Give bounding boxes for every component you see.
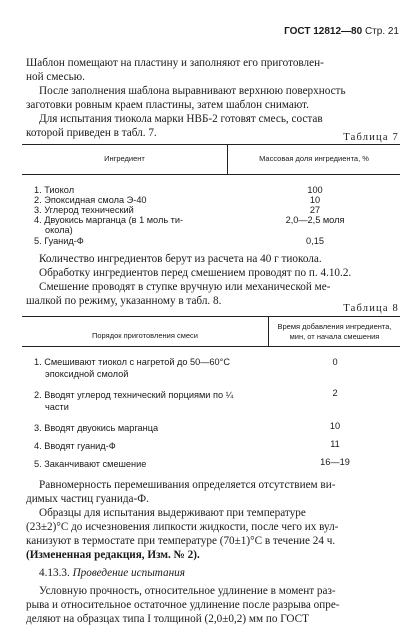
table7-row1-name: 1. Тиокол bbox=[34, 185, 75, 195]
table7-row2-value: 10 bbox=[309, 195, 321, 205]
table7-row2-name: 2. Эпоксидная смола Э-40 bbox=[34, 195, 147, 205]
para3-line2: которой приведен в табл. 7. bbox=[26, 127, 157, 139]
para4-line3: Смешение проводят в ступке вручную или механической ме- bbox=[39, 281, 331, 293]
para5-line2: димых частиц гуанида-Ф. bbox=[26, 493, 149, 505]
edition-note: (Измененная редакция, Изм. № 2). bbox=[26, 549, 200, 561]
table7-col1-header: Ингредиент bbox=[104, 154, 145, 163]
section-number: 4.13.3. bbox=[39, 567, 70, 579]
gost-number: ГОСТ 12812—80 bbox=[284, 26, 363, 37]
para3-line1: Для испытания тиокола марки НВБ-2 готовят смесь, состав bbox=[39, 113, 323, 125]
table7-row5-name: 5. Гуанид-Ф bbox=[34, 236, 84, 246]
table8-row5-value: 16—19 bbox=[320, 457, 350, 467]
table8-col1-header: Порядок приготовления смеси bbox=[92, 331, 198, 340]
table7-row1-value: 100 bbox=[307, 185, 323, 195]
table7-header-rule bbox=[22, 174, 400, 175]
table8-row3-value: 10 bbox=[329, 421, 341, 431]
page-header bbox=[284, 26, 399, 37]
para6-line2: (23±2)°С до исчезновения липкости жидкости, после чего их вул- bbox=[26, 521, 339, 533]
table8-row1-value: 0 bbox=[332, 357, 338, 367]
table7-top-rule bbox=[22, 144, 400, 145]
table8-col2-header-line1: Время добавления ингредиента, bbox=[277, 322, 392, 331]
table7-row3-value: 27 bbox=[309, 205, 321, 215]
table8-caption: Таблица 8 bbox=[343, 303, 399, 314]
table8-row1-line2: эпоксидной смолой bbox=[45, 369, 129, 379]
table8-row2-line2: части bbox=[45, 402, 69, 412]
table8-row5-text: 5. Заканчивают смешение bbox=[34, 459, 147, 469]
para6-line1: Образцы для испытания выдерживают при температуре bbox=[39, 507, 306, 519]
table8-row2-line1: 2. Вводят углерод технический порциями по ¼ bbox=[34, 390, 234, 400]
table8-row3-text: 3. Вводят двуокись марганца bbox=[34, 423, 159, 433]
table7-row3-name: 3. Углерод технический bbox=[34, 205, 134, 215]
table8-col-divider bbox=[268, 316, 269, 346]
table7-row5-value: 0,15 bbox=[306, 236, 324, 246]
page-number: Стр. 21 bbox=[364, 26, 399, 37]
para4-line4: шалкой по режиму, указанному в табл. 8. bbox=[26, 295, 222, 307]
table7-col2-header: Массовая доля ингредиента, % bbox=[259, 154, 369, 163]
para4-line2: Обработку ингредиентов перед смешением проводят по п. 4.10.2. bbox=[39, 267, 352, 279]
para7-line2: рыва и относительное остаточное удлинение после разрыва опре- bbox=[26, 599, 340, 611]
table8-row4-text: 4. Вводят гуанид-Ф bbox=[34, 441, 116, 451]
para2-line2: заготовки ровным краем пластины, затем шаблон снимают. bbox=[26, 99, 309, 111]
section-heading bbox=[39, 566, 185, 581]
para4-line1: Количество ингредиентов берут из расчета на 40 г тиокола. bbox=[39, 253, 322, 265]
para5-line1: Равномерность перемешивания определяется отсутствием ви- bbox=[39, 479, 336, 491]
para1-line1: Шаблон помещают на пластину и заполняют его приготовлен- bbox=[26, 57, 324, 69]
table8-row4-value: 11 bbox=[330, 439, 340, 449]
para7-line3: деляют на образцах типа I толщиной (2,0±0,2) мм по ГОСТ bbox=[26, 613, 309, 625]
section-title: Проведение испытания bbox=[72, 567, 185, 579]
table8-row2-value: 2 bbox=[332, 388, 338, 398]
table7-caption: Таблица 7 bbox=[343, 132, 399, 143]
table8-col2-header-line2: мин, от начала смешения bbox=[289, 332, 380, 341]
para7-line1: Условную прочность, относительное удлинение в момент раз- bbox=[39, 585, 336, 597]
table8-top-rule bbox=[22, 316, 400, 317]
table7-row4-value: 2,0—2,5 моля bbox=[285, 215, 345, 225]
table8-header-rule bbox=[22, 346, 400, 347]
table7-row4-name: 4. Двуокись марганца (в 1 моль ти- bbox=[34, 215, 184, 225]
para2-line1: После заполнения шаблона выравнивают верхнюю поверхность bbox=[39, 85, 346, 97]
para6-line3: канизуют в термостате при температуре (70±1)°С в течение 24 ч. bbox=[26, 535, 336, 547]
table8-row1-line1: 1. Смешивают тиокол с нагретой до 50—60°С bbox=[34, 357, 230, 367]
table7-row4-cont: окола) bbox=[45, 225, 73, 235]
para1-line2: ной смесью. bbox=[26, 71, 85, 83]
